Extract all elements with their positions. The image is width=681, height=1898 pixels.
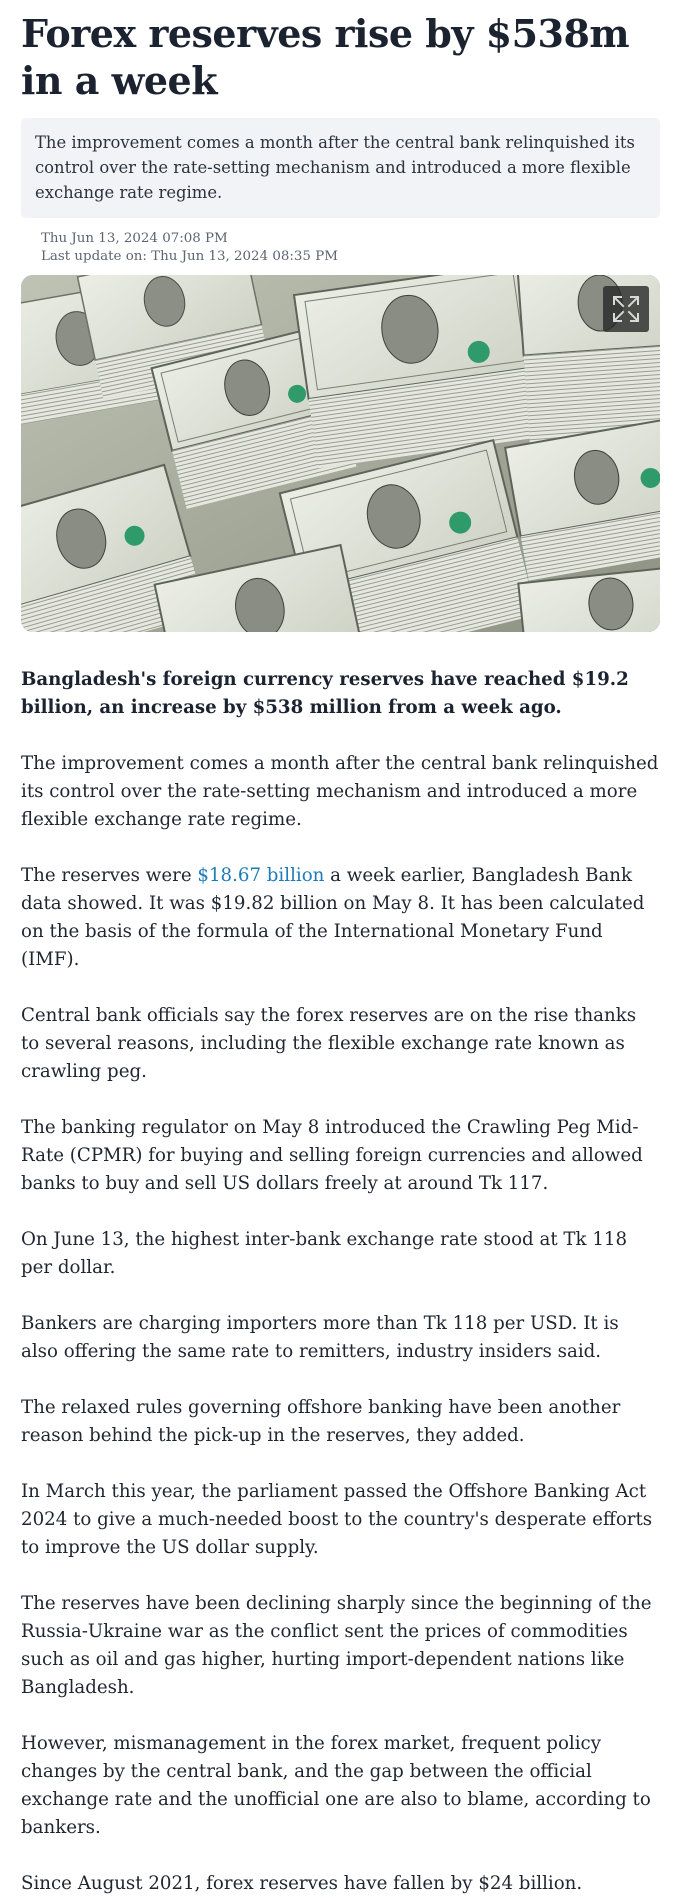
- money-stacks-illustration: [21, 275, 660, 632]
- paragraph-reserves: [21, 862, 660, 974]
- paragraph: In March this year, the parliament passed the Offshore Banking Act 2024 to give a much-needed boost to the country's desperate efforts to improve the US dollar supply.: [21, 1481, 653, 1558]
- hero-image: [21, 275, 660, 632]
- last-update-date: Last update on: Thu Jun 13, 2024 08:35 PM: [41, 249, 338, 264]
- article-page: [0, 10, 681, 1898]
- article-dates: [21, 230, 660, 266]
- paragraph: The reserves have been declining sharply since the beginning of the Russia-Ukraine war as the conflict sent the prices of commodities such as oil and gas higher, hurting import-dependent nations like Bangladesh.: [21, 1593, 652, 1698]
- paragraph: However, mismanagement in the forex market, frequent policy changes by the central bank, and the gap between the official exchange rate and the unofficial one are also to blame, according to bankers.: [21, 1733, 651, 1838]
- reserves-link[interactable]: $18.67 billion: [197, 865, 325, 886]
- paragraph: The improvement comes a month after the central bank relinquished its control over the rate-setting mechanism and introduced a more flexible exchange rate regime.: [21, 753, 659, 830]
- paragraph: The banking regulator on May 8 introduced the Crawling Peg Mid-Rate (CPMR) for buying and selling foreign currencies and allowed banks to buy and sell US dollars freely at around Tk 117.: [21, 1117, 643, 1194]
- paragraph: The relaxed rules governing offshore banking have been another reason behind the pick-up in the reserves, they added.: [21, 1397, 621, 1446]
- reserves-text-after: a week earlier, Bangladesh Bank data showed. It was $19.82 billion on May 8. It has been calculated on the basis of the formula of the International Monetary Fund (IMF).: [21, 865, 645, 970]
- article-summary: The improvement comes a month after the central bank relinquished its control over the rate-setting mechanism and introduced a more flexible exchange rate regime.: [21, 118, 660, 218]
- headline: Forex reserves rise by $538m in a week: [21, 11, 630, 103]
- published-date: Thu Jun 13, 2024 07:08 PM: [41, 231, 228, 246]
- reserves-text-before: The reserves were: [21, 865, 198, 886]
- paragraph: On June 13, the highest inter-bank exchange rate stood at Tk 118 per dollar.: [21, 1229, 628, 1278]
- paragraph: Bankers are charging importers more than Tk 118 per USD. It is also offering the same rate to remitters, industry insiders said.: [21, 1313, 619, 1362]
- expand-icon: [612, 295, 640, 323]
- article-lead: Bangladesh's foreign currency reserves have reached $19.2 billion, an increase by $538 million from a week ago.: [21, 669, 629, 718]
- paragraph: Central bank officials say the forex reserves are on the rise thanks to several reasons, including the flexible exchange rate known as crawling peg.: [21, 1005, 637, 1082]
- paragraph: Since August 2021, forex reserves have fallen by $24 billion.: [21, 1873, 583, 1894]
- expand-image-button[interactable]: [603, 286, 649, 332]
